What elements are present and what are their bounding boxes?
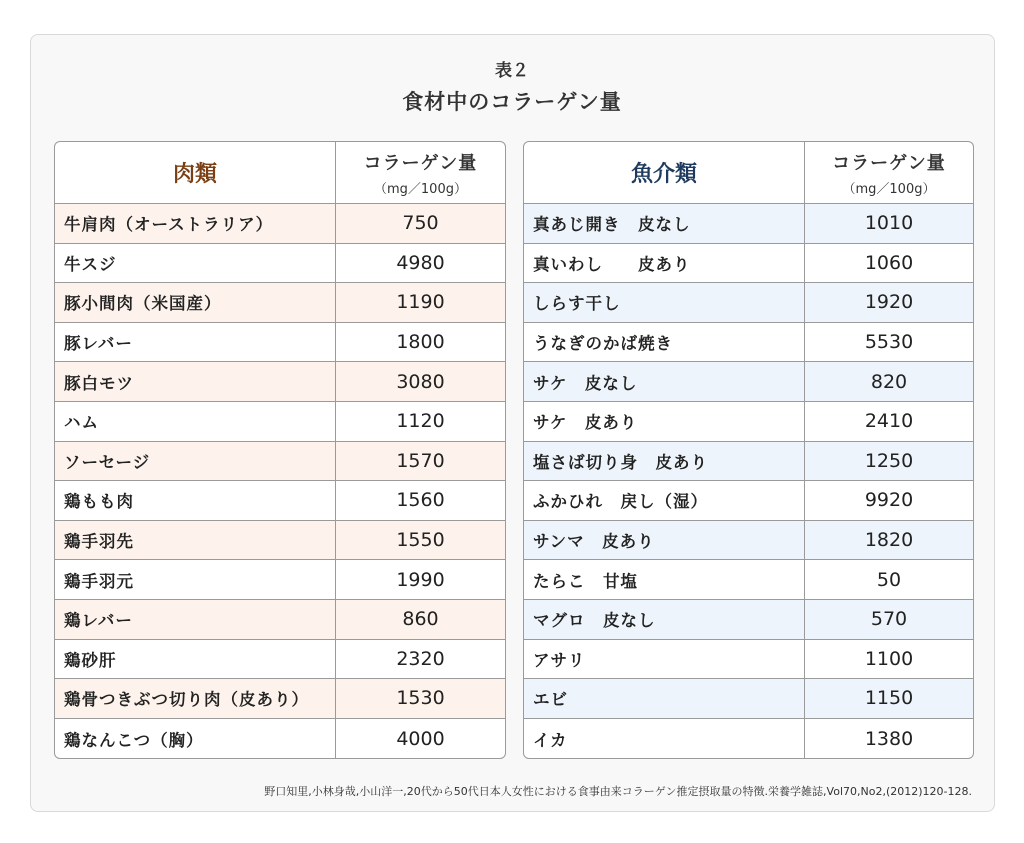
fish-item-value: 820 [870, 370, 908, 393]
meat-table-row [55, 204, 505, 244]
fish-item-value: 9920 [864, 489, 914, 512]
citation: 野口知里,小林身哉,小山洋一,20代から50代日本人女性における食事由来コラーゲン推定摂取量の特徴.栄養学雑誌,Vol70,No2,(2012)120-128. [264, 785, 972, 798]
fish-item-value: 5530 [864, 331, 914, 354]
meat-item-name: ソーセージ [55, 442, 336, 481]
meat-item-value: 4980 [396, 251, 445, 274]
fish-table-row [524, 323, 973, 363]
meat-table-row [55, 719, 505, 759]
meat-item-name: 鶏手羽元 [55, 560, 336, 599]
meat-table-row [55, 560, 505, 600]
meat-item-value: 1570 [396, 449, 445, 472]
fish-table-row [524, 283, 973, 323]
meat-table-row [55, 442, 505, 482]
fish-item-name: サケ 皮なし [524, 362, 805, 401]
fish-item-name: うなぎのかば焼き [524, 323, 805, 362]
meat-table-row [55, 283, 505, 323]
fish-table [523, 141, 974, 759]
meat-item-name: 鶏もも肉 [55, 481, 336, 520]
meat-item-name: 牛スジ [55, 244, 336, 283]
meat-item-value: 750 [402, 212, 439, 235]
fish-table-row [524, 481, 973, 521]
meat-item-value: 1990 [396, 568, 445, 591]
fish-item-name: アサリ [524, 640, 805, 679]
meat-item-name: 豚レバー [55, 323, 336, 362]
fish-item-name: 塩さば切り身 皮あり [524, 442, 805, 481]
meat-item-name: 鶏砂肝 [55, 640, 336, 679]
meat-item-value: 3080 [396, 370, 445, 393]
fish-table-row [524, 679, 973, 719]
fish-value-header-label: コラーゲン量 [832, 152, 946, 174]
meat-table-row [55, 402, 505, 442]
meat-item-name: 鶏レバー [55, 600, 336, 639]
fish-item-value: 1920 [864, 291, 914, 314]
fish-table-row [524, 402, 973, 442]
meat-item-value: 4000 [396, 727, 445, 750]
meat-item-name: 鶏骨つきぶつ切り肉（皮あり） [55, 679, 336, 718]
meat-item-value: 1190 [396, 291, 445, 314]
fish-table-row [524, 521, 973, 561]
meat-value-header-unit: （mg／100g） [374, 181, 467, 197]
meat-category-header: 肉類 [55, 142, 336, 203]
meat-table-row [55, 323, 505, 363]
meat-item-name: 豚白モツ [55, 362, 336, 401]
fish-item-name: 真あじ開き 皮なし [524, 204, 805, 243]
fish-item-value: 1250 [864, 449, 914, 472]
fish-item-name: サンマ 皮あり [524, 521, 805, 560]
meat-item-value: 2320 [396, 647, 445, 670]
meat-table-row [55, 362, 505, 402]
meat-table-row [55, 481, 505, 521]
fish-item-value: 570 [870, 608, 908, 631]
fish-item-name: たらこ 甘塩 [524, 560, 805, 599]
fish-item-name: しらす干し [524, 283, 805, 322]
fish-table-row [524, 600, 973, 640]
meat-item-name: 鶏手羽先 [55, 521, 336, 560]
meat-item-name: ハム [55, 402, 336, 441]
fish-item-value: 1150 [864, 687, 914, 710]
fish-item-value: 2410 [864, 410, 914, 433]
meat-value-header [336, 142, 505, 203]
meat-item-name: 鶏なんこつ（胸） [55, 719, 336, 759]
fish-item-name: イカ [524, 719, 805, 759]
meat-item-value: 1530 [396, 687, 445, 710]
meat-table-row [55, 244, 505, 284]
fish-table-header [524, 142, 973, 204]
fish-item-name: エビ [524, 679, 805, 718]
meat-item-value: 860 [402, 608, 439, 631]
meat-table-row [55, 600, 505, 640]
fish-table-row [524, 442, 973, 482]
meat-value-header-label: コラーゲン量 [363, 152, 478, 174]
meat-table-row [55, 640, 505, 680]
meat-item-value: 1800 [396, 331, 445, 354]
fish-table-row [524, 204, 973, 244]
fish-item-value: 1010 [864, 212, 914, 235]
fish-value-header [805, 142, 973, 203]
meat-item-value: 1550 [396, 529, 445, 552]
fish-table-row [524, 640, 973, 680]
meat-item-value: 1560 [396, 489, 445, 512]
fish-category-header: 魚介類 [524, 142, 805, 203]
fish-value-header-unit: （mg／100g） [842, 181, 936, 197]
meat-item-name: 豚小間肉（米国産） [55, 283, 336, 322]
meat-item-value: 1120 [396, 410, 445, 433]
meat-table-row [55, 679, 505, 719]
meat-table [54, 141, 506, 759]
table-number: 表２ [495, 61, 529, 81]
fish-item-value: 1100 [864, 647, 914, 670]
meat-table-body [55, 204, 505, 758]
fish-item-value: 1820 [864, 529, 914, 552]
fish-item-value: 50 [876, 568, 902, 591]
fish-table-row [524, 560, 973, 600]
fish-table-row [524, 362, 973, 402]
fish-item-name: ふかひれ 戻し（湿） [524, 481, 805, 520]
fish-table-row [524, 244, 973, 284]
fish-table-body [524, 204, 973, 758]
meat-table-row [55, 521, 505, 561]
fish-table-row [524, 719, 973, 759]
meat-table-header [55, 142, 505, 204]
fish-item-name: 真いわし 皮あり [524, 244, 805, 283]
fish-item-value: 1060 [864, 251, 914, 274]
fish-item-name: マグロ 皮なし [524, 600, 805, 639]
fish-item-value: 1380 [864, 727, 914, 750]
page-title: 食材中のコラーゲン量 [402, 90, 622, 114]
fish-item-name: サケ 皮あり [524, 402, 805, 441]
meat-item-name: 牛肩肉（オーストラリア） [55, 204, 336, 243]
